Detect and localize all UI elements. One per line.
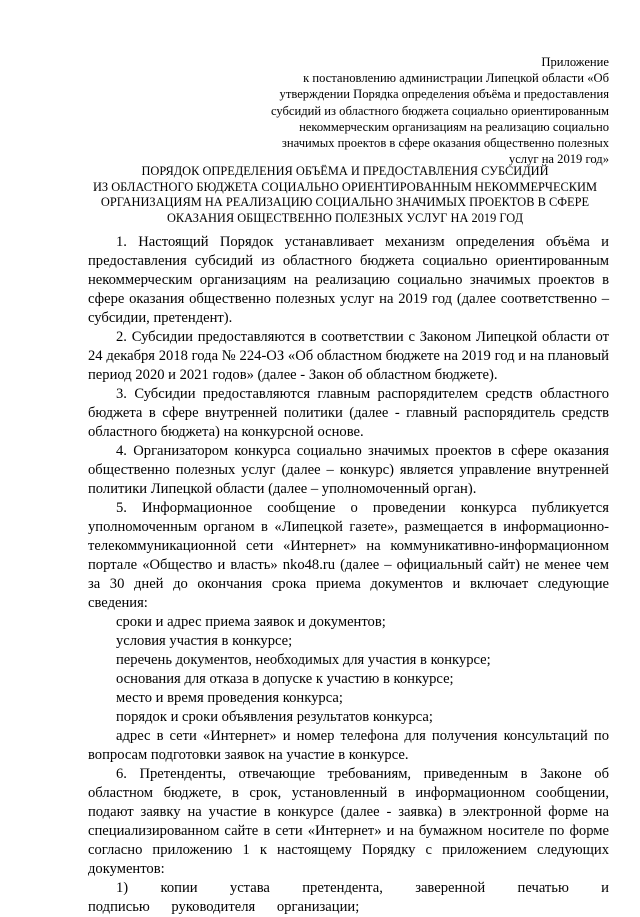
title-line: ОКАЗАНИЯ ОБЩЕСТВЕННО ПОЛЕЗНЫХ УСЛУГ НА 2019 ГОД xyxy=(166,211,524,226)
paragraph-3: 3. Субсидии предоставляются главным распорядителем средств областного бюджета в сфере внутренней политики (далее - главный распорядитель средств областного бюджета) на конкурсной основе. xyxy=(88,386,609,440)
title-line: ОРГАНИЗАЦИЯМ НА РЕАЛИЗАЦИЮ СОЦИАЛЬНО ЗНАЧИМЫХ ПРОЕКТОВ В СФЕРЕ xyxy=(100,195,590,210)
appendix-line: услуг на 2019 год» xyxy=(508,152,609,167)
appendix-note xyxy=(249,54,609,167)
title-line: ПОРЯДОК ОПРЕДЕЛЕНИЯ ОБЪЁМА И ПРЕДОСТАВЛЕНИЯ СУБСИДИЙ xyxy=(141,164,549,178)
paragraph-6: 6. Претенденты, отвечающие требованиям, приведенным в Законе об областном бюджете, в срок, установленный в информационном сообщении, подают заявку на участие в конкурсе (далее - заявка) в электронной форме на специализированном сайте в сети «Интернет» и на бумажном носителе по форме согласно приложению 1 к настоящему Порядку с приложением следующих документов: xyxy=(88,766,609,877)
paragraph-2: 2. Субсидии предоставляются в соответствии с Законом Липецкой области от 24 декабря 2018 года № 224-ОЗ «Об областном бюджете на 2019 год и на плановый период 2020 и 2021 годов» (далее - Закон об областном бюджете). xyxy=(88,329,609,383)
document-body xyxy=(88,233,609,917)
list-item: перечень документов, необходимых для участия в конкурсе; xyxy=(116,652,491,668)
appendix-line: значимых проектов в сфере оказания общественно полезных xyxy=(281,136,609,151)
appendix-line: к постановлению администрации Липецкой области «Об xyxy=(303,71,609,86)
appendix-line: субсидий из областного бюджета социально ориентированным xyxy=(270,103,609,118)
document-title xyxy=(80,164,610,227)
paragraph-5-contacts: адрес в сети «Интернет» и номер телефона для получения консультаций по вопросам подготовки заявок на участие в конкурсе. xyxy=(88,728,609,763)
list-item: основания для отказа в допуске к участию в конкурсе; xyxy=(116,671,454,687)
paragraph-4: 4. Организатором конкурса социально значимых проектов в сфере оказания общественно полезных услуг (далее – конкурс) является управление внутренней политики Липецкой области (далее – уполномоченный орган). xyxy=(88,443,609,497)
appendix-line: утверждении Порядка определения объёма и предоставления xyxy=(279,87,609,102)
list-item: сроки и адрес приема заявок и документов; xyxy=(116,614,386,630)
list-item: условия участия в конкурсе; xyxy=(116,633,293,649)
title-line: ИЗ ОБЛАСТНОГО БЮДЖЕТА СОЦИАЛЬНО ОРИЕНТИРОВАННЫМ НЕКОММЕРЧЕСКИМ xyxy=(92,179,598,194)
list-item: порядок и сроки объявления результатов конкурса; xyxy=(116,709,433,725)
paragraph-6-item-1: 1) копии устава претендента, заверенной печатью и подписью руководителя организации; xyxy=(88,880,609,915)
paragraph-5: 5. Информационное сообщение о проведении конкурса публикуется уполномоченным органом в «Липецкой газете», размещается в информационно-телекоммуникационной сети «Интернет» на коммуникативно-информационном портале «Общество и власть» nko48.ru (далее – официальный сайт) не менее чем за 30 дней до окончания срока приема документов и включает следующие сведения: xyxy=(88,500,609,611)
appendix-line: некоммерческим организациям на реализацию социально xyxy=(299,119,609,134)
paragraph-1: 1. Настоящий Порядок устанавливает механизм определения объёма и предоставления субсидий из областного бюджета социально ориентированным некоммерческим организациям на реализацию социально значимых проектов в сфере оказания общественно полезных услуг на 2019 год (далее соответственно – субсидии, претендент). xyxy=(88,234,609,326)
list-item: место и время проведения конкурса; xyxy=(116,690,343,706)
appendix-line: Приложение xyxy=(541,55,609,69)
